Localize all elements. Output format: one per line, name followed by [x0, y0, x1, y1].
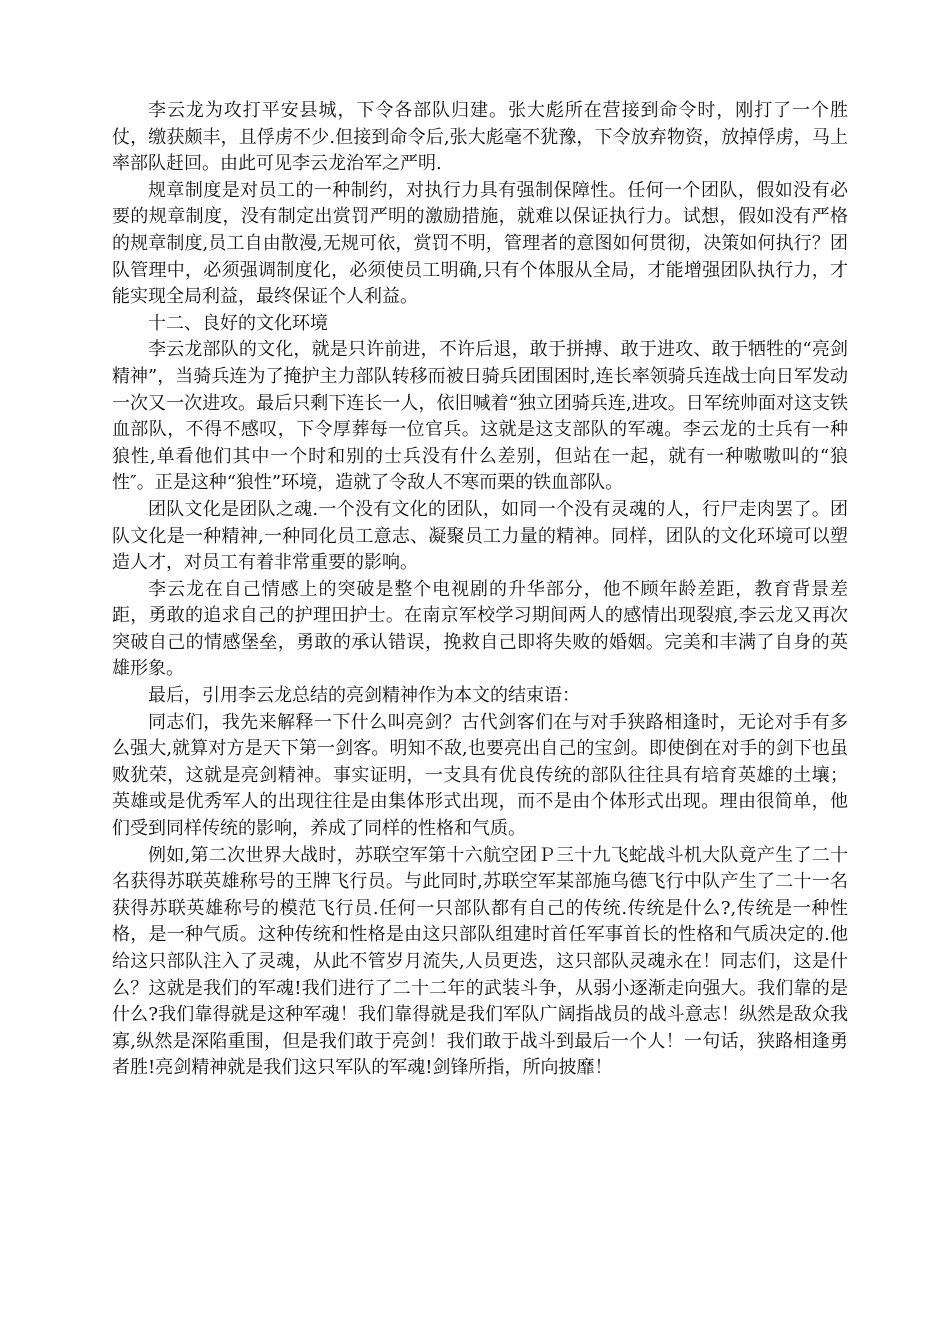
paragraph-quote-swordsman: 同志们，我先来解释一下什么叫亮剑？古代剑客们在与对手狭路相逢时，无论对手有多么强大,就算对方是天下第一剑客。明知不敌,也要亮出自己的宝剑。即使倒在对手的剑下也虽败犹荣，这就是亮剑精神。事实证明，一支具有优良传统的部队往往具有培育英雄的土壤；英雄或是优秀军人的出现往往是由集体形式出现，而不是由个体形式出现。理由很简单，他们受到同样传统的影响，养成了同样的性格和气质。	[112, 711, 848, 840]
paragraph-emotional-breakthrough: 李云龙在自己情感上的突破是整个电视剧的升华部分，他不顾年龄差距，教育背景差距，勇敢的追求自己的护理田护士。在南京军校学习期间两人的感情出现裂痕,李云龙又再次突破自己的情感堡垒，勇敢的承认错误，挽救自己即将失败的婚姻。完美和丰满了自身的英雄形象。	[112, 578, 848, 680]
paragraph-quote-military-soul: 例如,第二次世界大战时，苏联空军第十六航空团Ｐ三十九飞蛇战斗机大队竟产生了二十名获得苏联英雄称号的王牌飞行员。与此同时,苏联空军某部施乌德飞行中队产生了二十一名获得苏联英雄称号的模范飞行员.任何一只部队都有自己的传统.传统是什么?,传统是一种性格，是一种气质。这种传统和性格是由这只部队组建时首任军事首长的性格和气质决定的.他给这只部队注入了灵魂，从此不管岁月流失,人员更迭，这只部队灵魂永在！同志们，这是什么？这就是我们的军魂!我们进行了二十二年的武装斗争，从弱小逐渐走向强大。我们靠的是什么?我们靠得就是这种军魂！我们靠得就是我们军队广阔指战员的战斗意志！纵然是敌众我寡,纵然是深陷重围，但是我们敢于亮剑！我们敢于战斗到最后一个人！一句话，狭路相逢勇者胜!亮剑精神就是我们这只军队的军魂!剑锋所指，所向披靡！	[112, 844, 848, 1079]
paragraph-pingan-order: 李云龙为攻打平安县城，下令各部队归建。张大彪所在营接到命令时，刚打了一个胜仗，缴获颇丰，且俘虏不少.但接到命令后,张大彪毫不犹豫，下令放弃物资，放掉俘虏，马上率部队赶回。由此可见李云龙治军之严明.	[112, 100, 848, 175]
document-body	[112, 98, 848, 1082]
section-heading-culture: 十二、良好的文化环境	[148, 312, 328, 334]
paragraph-liangjian-spirit: 李云龙部队的文化，就是只许前进，不许后退，敢于拼搏、敢于进攻、敢于牺牲的“亮剑精神”，当骑兵连为了掩护主力部队转移而被日骑兵团围困时,连长率领骑兵连战士向日军发动一次又一次进攻。最后只剩下连长一人，依旧喊着“独立团骑兵连,进攻。日军统帅面对这支铁血部队，不得不感叹，下令厚葬每一位官兵。这就是这支部队的军魂。李云龙的士兵有一种狼性,单看他们其中一个时和别的士兵没有什么差别，但站在一起，就有一种嗷嗷叫的“狼性″。正是这种“狼性”环境，造就了令敌人不寒而栗的铁血部队。	[112, 339, 848, 494]
paragraph-rules-and-regulations: 规章制度是对员工的一种制约，对执行力具有强制保障性。任何一个团队，假如没有必要的规章制度，没有制定出赏罚严明的激励措施，就难以保证执行力。试想，假如没有严格的规章制度,员工自由散漫,无规可依，赏罚不明，管理者的意图如何贯彻，决策如何执行？团队管理中，必须强调制度化，必须使员工明确,只有个体服从全局，才能增强团队执行力，才能实现全局利益，最终保证个人利益。	[112, 179, 848, 308]
paragraph-closing-intro: 最后，引用李云龙总结的亮剑精神作为本文的结束语：	[148, 685, 580, 707]
paragraph-team-culture: 团队文化是团队之魂.一个没有文化的团队，如同一个没有灵魂的人，行尸走肉罢了。团队文化是一种精神,一种同化员工意志、凝聚员工力量的精神。同样，团队的文化环境可以塑造人才，对员工有着非常重要的影响。	[112, 498, 848, 574]
